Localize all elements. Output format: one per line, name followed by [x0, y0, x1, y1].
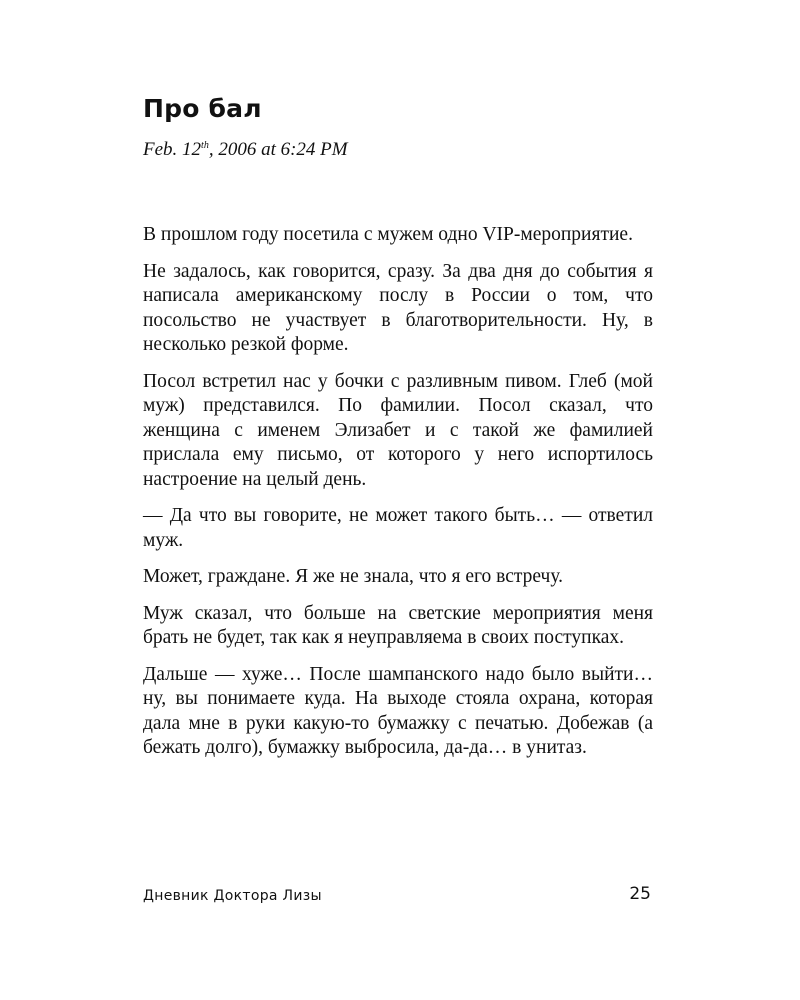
paragraph: Посол встретил нас у бочки с разливным пивом. Глеб (мой муж) представился. По фамилии. Посол сказал, что женщина с именем Элизабет и с такой же фамилией прислала ему письмо, от которого у него испортилось настроение на целый день. — [143, 370, 653, 490]
paragraph: Не задалось, как говорится, сразу. За два дня до события я написала американскому послу в России о том, что посольство не участвует в благотворительности. Ну, в несколько резкой форме. — [143, 260, 653, 355]
post-date-superscript: th — [201, 140, 209, 151]
running-footer-title: Дневник Доктора Лизы — [143, 888, 322, 904]
paragraph: — Да что вы говорите, не может такого быть… — ответил муж. — [143, 505, 653, 551]
paragraph: Дальше — хуже… После шампанского надо было выйти… ну, вы понимаете куда. На выходе стояла охрана, которая дала мне в руки какую-то бумажку с печатью. Добежав (а бежать долго), бумажку выбросила, да-да… в унитаз. — [143, 663, 653, 758]
page-footer — [143, 884, 653, 908]
post-body — [143, 223, 653, 773]
post-title: Про бал — [143, 94, 262, 123]
paragraph: В прошлом году посетила с мужем одно VIP-мероприятие. — [143, 224, 633, 245]
post-date — [143, 139, 348, 161]
post-date-suffix: , 2006 at 6:24 PM — [208, 139, 348, 160]
paragraph: Может, граждане. Я же не знала, что я его встречу. — [143, 566, 564, 587]
post-date-prefix: Feb. 12 — [143, 139, 202, 160]
book-page — [143, 0, 653, 1000]
page-number: 25 — [629, 884, 651, 904]
paragraph: Муж сказал, что больше на светские мероприятия меня брать не будет, так как я неуправляема в своих поступках. — [143, 602, 653, 648]
